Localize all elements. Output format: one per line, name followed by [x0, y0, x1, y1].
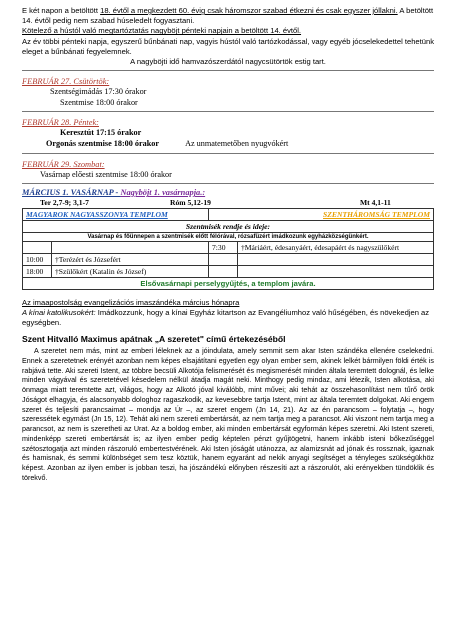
intention-cell: †Szülőkért (Katalin és József) [52, 266, 209, 278]
collection-note: Elsővasárnapi perselygyűjtés, a templom javára. [23, 278, 434, 290]
intro-underlined: 18. évtől a megkezdett 60. évig csak háromszor szabad étkezni és csak egyszer jóllakni. [100, 6, 398, 15]
time-cell [209, 266, 238, 278]
readings-row [40, 198, 434, 208]
intro-text-post: A betöltött 14. évtől pedig nem szabad húseledelt fogyasztani. [22, 6, 434, 26]
lent-rules-paragraph [22, 6, 434, 67]
divider [22, 183, 434, 184]
sunday-heading [22, 187, 434, 198]
event-line: Szentmise 18:00 órakor [60, 97, 138, 107]
church-left-name: MAGYAROK NAGYASSZONYA TEMPLOM [23, 209, 209, 221]
time-cell: 18:00 [23, 266, 52, 278]
intention-cell [52, 242, 209, 254]
reading-1: Ter 2,7-9; 3,1-7 [40, 198, 89, 208]
time-cell [209, 254, 238, 266]
event-line: Szentségimádás 17:30 órakor [50, 87, 147, 97]
mass-schedule-table [22, 208, 434, 290]
intention-cell [238, 254, 434, 266]
day-label-feb29: FEBRUÁR 29. Szombat: [22, 159, 105, 169]
rosary-note: Vasárnap és főünnepen a szentmisék előtt félórával, rózsafüzért imádkozunk egyházközségünkért. [23, 233, 434, 242]
day-label-feb28: FEBRUÁR 28. Péntek: [22, 118, 99, 128]
time-cell: 7:30 [209, 242, 238, 254]
intention-cell [238, 266, 434, 278]
intro-text: E két napon a betöltött [22, 6, 101, 15]
table-row [23, 242, 434, 254]
church-right-name: SZENTHÁROMSÁG TEMPLOM [209, 209, 434, 221]
intention-cell: †Terézért és Józsefért [52, 254, 209, 266]
intention-cell: †Máriáért, édesanyáért, édesapáért és nagyszülőkért [238, 242, 434, 254]
time-cell [23, 242, 52, 254]
sunday-title: MÁRCIUS 1. VASÁRNAP - [22, 188, 121, 198]
lent-duration-text: A nagyböjti idő hamvazószerdától nagycsütörtök estig tart. [130, 57, 326, 67]
event-line [22, 139, 434, 150]
meat-abstinence-rule: Kötelező a hústól való megtartóztatás nagyböjt pénteki napjain a betöltött 14. évtől. [22, 26, 302, 36]
mass-schedule-subheader: Szentmisék rendje és ideje: [23, 221, 434, 233]
divider [22, 153, 434, 154]
essay-body: A szeretet nem más, mint az emberi léleknek az a jóindulata, amely semmit sem akar Isten szándéka ellenére cselekedni. Ennek a szeretetnek erényét azonban nem képes elsajátítani egyetlen egy olyan ember sem, akinek lelkét bármilyen földi érték is rabjává tette. Aki szereti Istent, az többre becsüli Alkotója felismerését és megismerését minden általa teremtett dolognál, és lelke minden vágyával és szeretetével késedelem nélkül átadja magát neki. Minthogy pedig mindaz, ami létezik, Isten alkotása, aki önmaga miatt teremtette azt, világos, hogy az Alkotó jóval kiválóbb, mint művei; aki tehát az összehasonlítást nem tűrő örök Jóságot elhagyja, és alacsonyabb dologhoz ragaszkodik, az kevesebbre tartja Istent, mint az általa teremtett dolgokat. Aki engem szeret és teljesíti parancsaimat – mondja az Úr –, az szeret engem (Jn 14, 21). Az az én parancsom – folytatja –, hogy szeressétek egymást (Jn 15, 12). Tehát aki nem szereti embertársát, az nem tartja meg a parancsot. Aki viszont nem tartja meg a parancsot, az nem is szeretheti az Urat. Az a boldog ember, aki minden embertársát egyformán képes szeretni. Aki Istent szereti, mindenképp szereti embertársát is; az ilyen ember pedig képtelen pénzt gyűjtögetni, hanem inkább isteni bőkezűséggel szétosztogatja azt minden rászoruló embertestvérének. Aki Isten jóságát utánozza, az alamizsnát ad jónak és rossznak, igaznak és hamisnak, és semmi különbséget sem tesz köztük, hanem egyaránt ad nekik anyagi segítséget a tényleges szükségükhöz képest. Azonban az ilyen ember is jobban teszi, ha jószándékú előnyben részesíti azt a rászorulót, aki erényekben tündöklik és törekvő. [22, 347, 434, 482]
reading-2: Róm 5,12-19 [170, 198, 211, 208]
table-row [23, 266, 434, 278]
event-text: Orgonás szentmise 18:00 órakor [46, 139, 160, 148]
event-line: Vasárnap előesti szentmise 18:00 órakor [40, 169, 172, 179]
friday-penance-text: Az év többi pénteki napja, egyszerű bűnbánati nap, vagyis hústól való tartózkodással, vagy egyéb jócselekedettel tehetünk eleget a bűnbánati fegyelemnek. [22, 36, 435, 56]
prayer-text: Imádkozzunk, hogy a kínai Egyház kitartson az Evangéliumhoz való hűségében, és növekedjen az egységben. [22, 308, 430, 328]
prayer-intention [22, 298, 434, 328]
divider [22, 111, 434, 112]
prayer-label: A kínai katolikusokért: [22, 308, 96, 318]
bulletin-page [22, 6, 434, 484]
divider [22, 70, 434, 71]
table-row [23, 254, 434, 266]
essay-title: Szent Hitvalló Maximus apátnak „A szeretet" című értekezéséből [22, 334, 286, 345]
prayer-heading: Az imaapostolság evangelizációs imaszándéka március hónapra [22, 298, 240, 308]
sunday-subtitle: Nagyböjt 1. vasárnapja.: [120, 188, 206, 198]
event-line: Keresztút 17:15 órakor [60, 128, 142, 138]
day-label-feb27: FEBRUÁR 27. Csütörtök: [22, 77, 110, 87]
event-intention: Az unmatemetőben nyugvókért [185, 139, 289, 148]
reading-3: Mt 4,1-11 [360, 198, 391, 208]
time-cell: 10:00 [23, 254, 52, 266]
